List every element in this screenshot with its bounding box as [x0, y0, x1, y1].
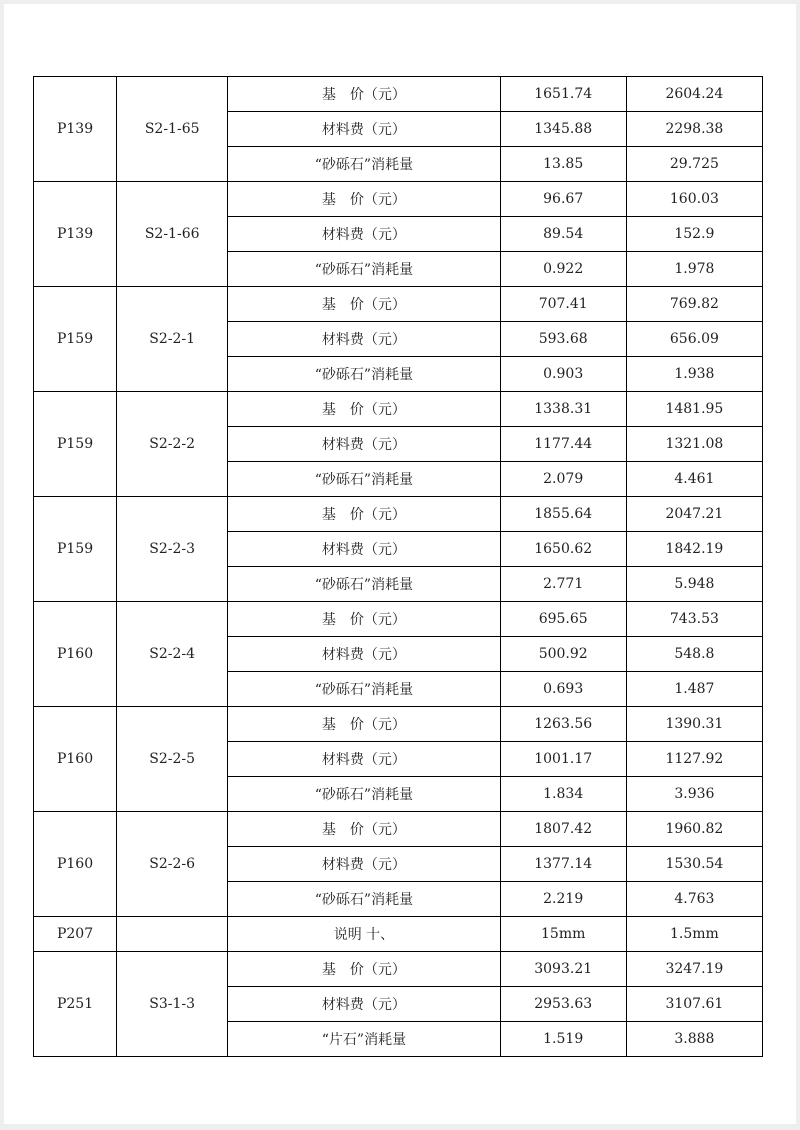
value-corrected-cell: 3.888 [626, 1022, 762, 1057]
label-cell: 材料费（元） [228, 742, 500, 777]
item-code-cell: S2-2-6 [117, 812, 228, 917]
value-original-cell: 2953.63 [500, 987, 626, 1022]
value-original-cell: 1001.17 [500, 742, 626, 777]
table-row [34, 77, 763, 112]
item-code-cell: S2-2-4 [117, 602, 228, 707]
table-row [34, 707, 763, 742]
item-code-cell: S2-1-66 [117, 182, 228, 287]
label-cell: “砂砾石”消耗量 [228, 147, 500, 182]
item-code-cell: S2-2-5 [117, 707, 228, 812]
value-corrected-cell: 1960.82 [626, 812, 762, 847]
value-corrected-cell: 1.938 [626, 357, 762, 392]
value-corrected-cell: 1481.95 [626, 392, 762, 427]
page-ref-cell: P139 [34, 182, 117, 287]
value-original-cell: 1345.88 [500, 112, 626, 147]
page-ref-cell: P139 [34, 77, 117, 182]
value-original-cell: 15mm [500, 917, 626, 952]
value-original-cell: 593.68 [500, 322, 626, 357]
page-ref-cell: P159 [34, 287, 117, 392]
table-row [34, 497, 763, 532]
label-cell: 说明 十、 [228, 917, 500, 952]
value-corrected-cell: 5.948 [626, 567, 762, 602]
item-code-cell: S2-2-2 [117, 392, 228, 497]
value-corrected-cell: 743.53 [626, 602, 762, 637]
value-original-cell: 0.922 [500, 252, 626, 287]
value-original-cell: 13.85 [500, 147, 626, 182]
label-cell: “砂砾石”消耗量 [228, 777, 500, 812]
page-ref-cell: P160 [34, 602, 117, 707]
value-original-cell: 1650.62 [500, 532, 626, 567]
label-cell: 材料费（元） [228, 217, 500, 252]
value-corrected-cell: 1530.54 [626, 847, 762, 882]
page-ref-cell: P207 [34, 917, 117, 952]
value-corrected-cell: 1.5mm [626, 917, 762, 952]
value-original-cell: 707.41 [500, 287, 626, 322]
value-corrected-cell: 769.82 [626, 287, 762, 322]
label-cell: “片石”消耗量 [228, 1022, 500, 1057]
table-row [34, 602, 763, 637]
value-original-cell: 1338.31 [500, 392, 626, 427]
value-original-cell: 1807.42 [500, 812, 626, 847]
value-corrected-cell: 3247.19 [626, 952, 762, 987]
value-original-cell: 1.834 [500, 777, 626, 812]
label-cell: 基 价（元） [228, 602, 500, 637]
value-original-cell: 500.92 [500, 637, 626, 672]
value-corrected-cell: 656.09 [626, 322, 762, 357]
label-cell: “砂砾石”消耗量 [228, 252, 500, 287]
label-cell: 基 价（元） [228, 287, 500, 322]
value-corrected-cell: 4.763 [626, 882, 762, 917]
value-original-cell: 1377.14 [500, 847, 626, 882]
value-original-cell: 2.219 [500, 882, 626, 917]
value-corrected-cell: 1321.08 [626, 427, 762, 462]
label-cell: 基 价（元） [228, 497, 500, 532]
value-original-cell: 695.65 [500, 602, 626, 637]
value-original-cell: 1177.44 [500, 427, 626, 462]
table-row [34, 392, 763, 427]
item-code-cell [117, 917, 228, 952]
label-cell: “砂砾石”消耗量 [228, 672, 500, 707]
label-cell: 材料费（元） [228, 112, 500, 147]
page-ref-cell: P159 [34, 392, 117, 497]
value-corrected-cell: 29.725 [626, 147, 762, 182]
value-corrected-cell: 548.8 [626, 637, 762, 672]
value-corrected-cell: 4.461 [626, 462, 762, 497]
value-original-cell: 96.67 [500, 182, 626, 217]
value-original-cell: 0.693 [500, 672, 626, 707]
label-cell: 材料费（元） [228, 427, 500, 462]
label-cell: 基 价（元） [228, 77, 500, 112]
page-ref-cell: P159 [34, 497, 117, 602]
label-cell: 基 价（元） [228, 392, 500, 427]
label-cell: 基 价（元） [228, 952, 500, 987]
value-corrected-cell: 1.978 [626, 252, 762, 287]
correction-table [33, 76, 763, 1057]
value-corrected-cell: 3107.61 [626, 987, 762, 1022]
item-code-cell: S2-2-3 [117, 497, 228, 602]
table-body [34, 77, 763, 1057]
value-corrected-cell: 2604.24 [626, 77, 762, 112]
value-original-cell: 1263.56 [500, 707, 626, 742]
value-corrected-cell: 1390.31 [626, 707, 762, 742]
value-corrected-cell: 1127.92 [626, 742, 762, 777]
label-cell: 基 价（元） [228, 812, 500, 847]
label-cell: “砂砾石”消耗量 [228, 462, 500, 497]
label-cell: 材料费（元） [228, 637, 500, 672]
label-cell: 材料费（元） [228, 987, 500, 1022]
table-row [34, 812, 763, 847]
table-row [34, 952, 763, 987]
document-page [4, 4, 796, 1124]
item-code-cell: S2-2-1 [117, 287, 228, 392]
value-corrected-cell: 2298.38 [626, 112, 762, 147]
value-corrected-cell: 2047.21 [626, 497, 762, 532]
label-cell: 材料费（元） [228, 532, 500, 567]
table-row [34, 182, 763, 217]
label-cell: 基 价（元） [228, 182, 500, 217]
item-code-cell: S2-1-65 [117, 77, 228, 182]
page-ref-cell: P160 [34, 707, 117, 812]
value-original-cell: 1855.64 [500, 497, 626, 532]
label-cell: “砂砾石”消耗量 [228, 882, 500, 917]
table-row [34, 917, 763, 952]
value-original-cell: 1.519 [500, 1022, 626, 1057]
label-cell: “砂砾石”消耗量 [228, 357, 500, 392]
page-ref-cell: P251 [34, 952, 117, 1057]
value-original-cell: 2.079 [500, 462, 626, 497]
value-original-cell: 3093.21 [500, 952, 626, 987]
item-code-cell: S3-1-3 [117, 952, 228, 1057]
value-corrected-cell: 3.936 [626, 777, 762, 812]
value-corrected-cell: 152.9 [626, 217, 762, 252]
value-original-cell: 2.771 [500, 567, 626, 602]
value-original-cell: 89.54 [500, 217, 626, 252]
value-original-cell: 1651.74 [500, 77, 626, 112]
value-corrected-cell: 1.487 [626, 672, 762, 707]
label-cell: 材料费（元） [228, 847, 500, 882]
value-corrected-cell: 1842.19 [626, 532, 762, 567]
label-cell: 材料费（元） [228, 322, 500, 357]
label-cell: 基 价（元） [228, 707, 500, 742]
value-original-cell: 0.903 [500, 357, 626, 392]
table-row [34, 287, 763, 322]
label-cell: “砂砾石”消耗量 [228, 567, 500, 602]
value-corrected-cell: 160.03 [626, 182, 762, 217]
page-ref-cell: P160 [34, 812, 117, 917]
